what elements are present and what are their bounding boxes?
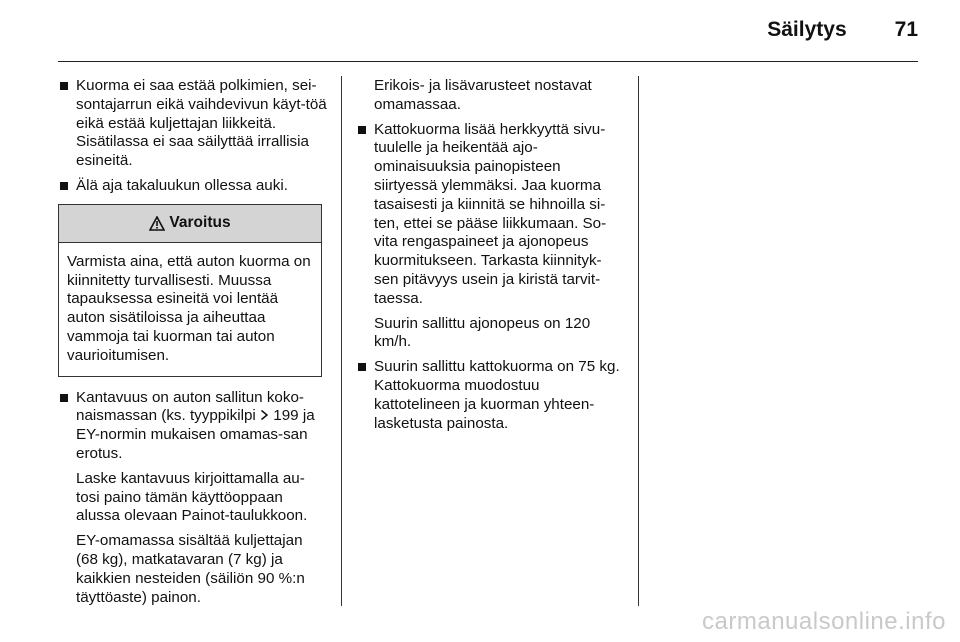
header-rule: [58, 61, 918, 62]
list-item: [358, 121, 626, 309]
bullet-marker: [60, 394, 68, 402]
bullet-marker: [358, 363, 366, 371]
column-divider-2: [638, 76, 639, 606]
list-item-text: Älä aja takaluukun ollessa auki.: [76, 176, 288, 194]
paragraph: Erikois- ja lisävarusteet nostavat omamassaa.: [374, 77, 592, 113]
bullet-marker: [60, 182, 68, 190]
warning-text: Varmista aina, että auton kuorma on kiinnitetty turvallisesti. Muussa tapauksessa esineitä voi lentää auton sisätiloissa ja aiheuttaa vammoja tai kuorman tai auton vaurioitumisen.: [67, 252, 311, 364]
page-title: Säilytys: [767, 18, 847, 41]
list-item-text: Kuorma ei saa estää polkimien, sei-sontajarrun eikä vaihdevivun käyt-töä eikä estää kuljettajan liikkeitä. Sisätilassa ei saa säilyttää irrallisia esineitä.: [76, 77, 327, 170]
paragraph: Laske kantavuus kirjoittamalla au-tosi paino tämän käyttöoppaan alussa olevaan Painot-taulukkoon.: [76, 469, 308, 525]
page-header: [767, 18, 918, 42]
watermark: carmanualsonline.info: [702, 608, 946, 635]
list-item-text: Kantavuus on auton sallitun koko-naismassan (ks. tyyppikilpi: [76, 388, 304, 425]
warning-box: [58, 204, 322, 377]
page-reference-link[interactable]: 199: [273, 407, 299, 425]
paragraph: Suurin sallittu ajonopeus on 120 km/h.: [374, 314, 591, 351]
warning-triangle-icon: [149, 216, 165, 231]
warning-title: Varoitus: [169, 213, 231, 231]
list-item: [358, 358, 626, 433]
list-item-text: Kattokuorma lisää herkkyyttä sivu-tuulelle ja heikentää ajo-ominaisuuksia painopisteen siirtyessä ylemmäksi. Jaa kuorma tasaisesti ja kiinnitä se hihnoilla si-ten, ettei se pääse liikkumaan. So-vita rengaspaineet ja ajonopeus kuormitukseen. Tarkasta kiinnityk-sen pitävyys usein ja kiristä tarvit-taessa.: [374, 120, 607, 307]
list-item-text: Suurin sallittu kattokuorma on 75 kg. Kattokuorma muodostuu kattotelineen ja kuorman yhteen-lasketusta painosta.: [374, 358, 620, 432]
list-item: [60, 177, 328, 196]
right-column: [358, 77, 626, 439]
list-item: [60, 389, 328, 464]
warning-header: [59, 205, 321, 243]
left-column: [60, 77, 328, 613]
bullet-marker: [358, 126, 366, 134]
list-item-text-cont: ja EY-normin mukaisen omamas-san erotus.: [76, 407, 315, 462]
bullet-marker: [60, 82, 68, 90]
paragraph: EY-omamassa sisältää kuljettajan (68 kg), matkatavaran (7 kg) ja kaikkien nesteiden (säiliön 90 %:n täyttöaste) painon.: [76, 532, 305, 606]
column-divider-1: [341, 76, 342, 606]
list-item: [60, 77, 328, 171]
page-reference-arrow-icon: [260, 409, 269, 421]
page-number: 71: [894, 18, 918, 41]
